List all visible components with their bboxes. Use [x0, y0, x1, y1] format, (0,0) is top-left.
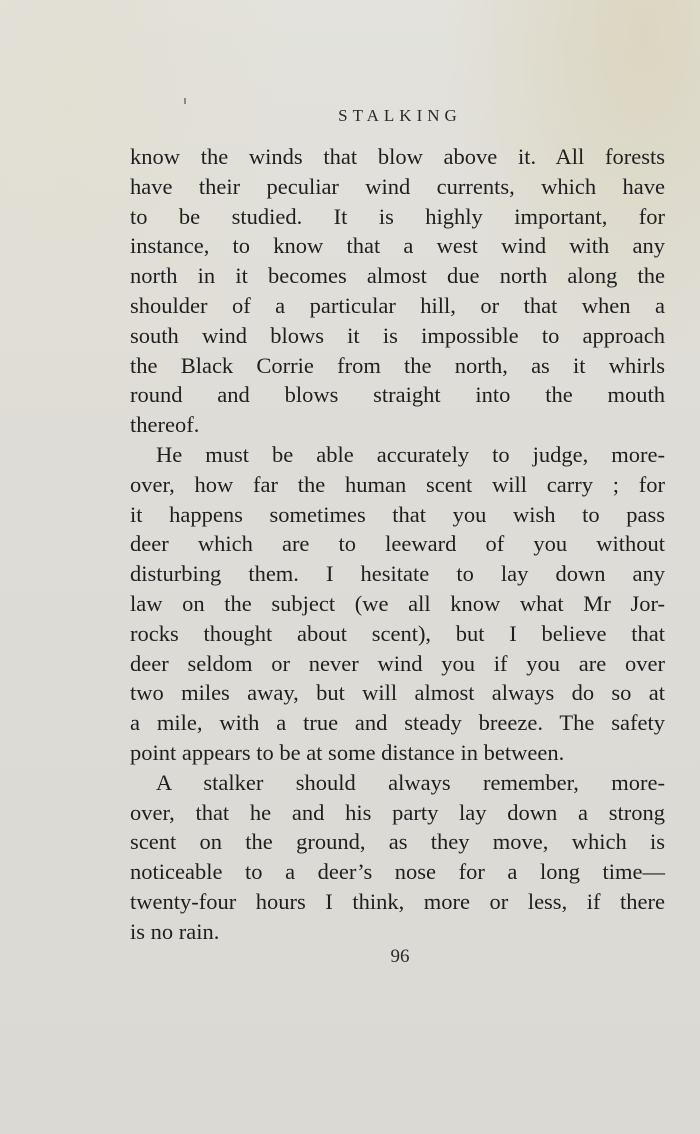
- text-line: law on the subject (we all know what Mr Jor-: [130, 590, 665, 616]
- text-line: twenty-four hours I think, more or less, if there: [130, 888, 665, 914]
- text-line: the Black Corrie from the north, as it whirls: [130, 352, 665, 378]
- text-line: know the winds that blow above it. All forests: [130, 144, 665, 169]
- text-line: deer seldom or never wind you if you are over: [130, 650, 665, 676]
- page-number: 96: [390, 946, 410, 967]
- text-line: deer which are to leeward of you without: [130, 531, 665, 557]
- text-line: rocks thought about scent), but I believe that: [130, 620, 665, 646]
- text-line: He must be able accurately to judge, more-: [156, 441, 665, 467]
- text-line: thereof.: [130, 412, 200, 438]
- text-line: it happens sometimes that you wish to pass: [130, 501, 665, 527]
- text-line: shoulder of a particular hill, or that when a: [130, 292, 665, 318]
- running-head: STALKING: [338, 106, 462, 125]
- text-line: a mile, with a true and steady breeze. The safety: [130, 710, 665, 736]
- body-text: [130, 142, 665, 947]
- text-line: to be studied. It is highly important, for: [130, 203, 665, 229]
- paper-speck: [184, 98, 186, 104]
- text-line: two miles away, but will almost always do so at: [130, 680, 665, 706]
- text-line: north in it becomes almost due north along the: [130, 263, 665, 289]
- text-line: disturbing them. I hesitate to lay down any: [130, 561, 665, 587]
- text-line: have their peculiar wind currents, which have: [130, 173, 665, 199]
- text-line: noticeable to a deer’s nose for a long time—: [130, 859, 665, 885]
- text-line: scent on the ground, as they move, which is: [130, 829, 665, 855]
- text-line: over, that he and his party lay down a strong: [130, 799, 665, 825]
- text-line: is no rain.: [130, 918, 220, 944]
- text-line: point appears to be at some distance in between.: [130, 739, 565, 765]
- text-line: round and blows straight into the mouth: [130, 382, 665, 408]
- text-line: over, how far the human scent will carry ; for: [130, 471, 665, 497]
- text-line: instance, to know that a west wind with any: [130, 233, 665, 259]
- text-line: south wind blows it is impossible to approach: [130, 322, 665, 348]
- text-line: A stalker should always remember, more-: [156, 769, 665, 795]
